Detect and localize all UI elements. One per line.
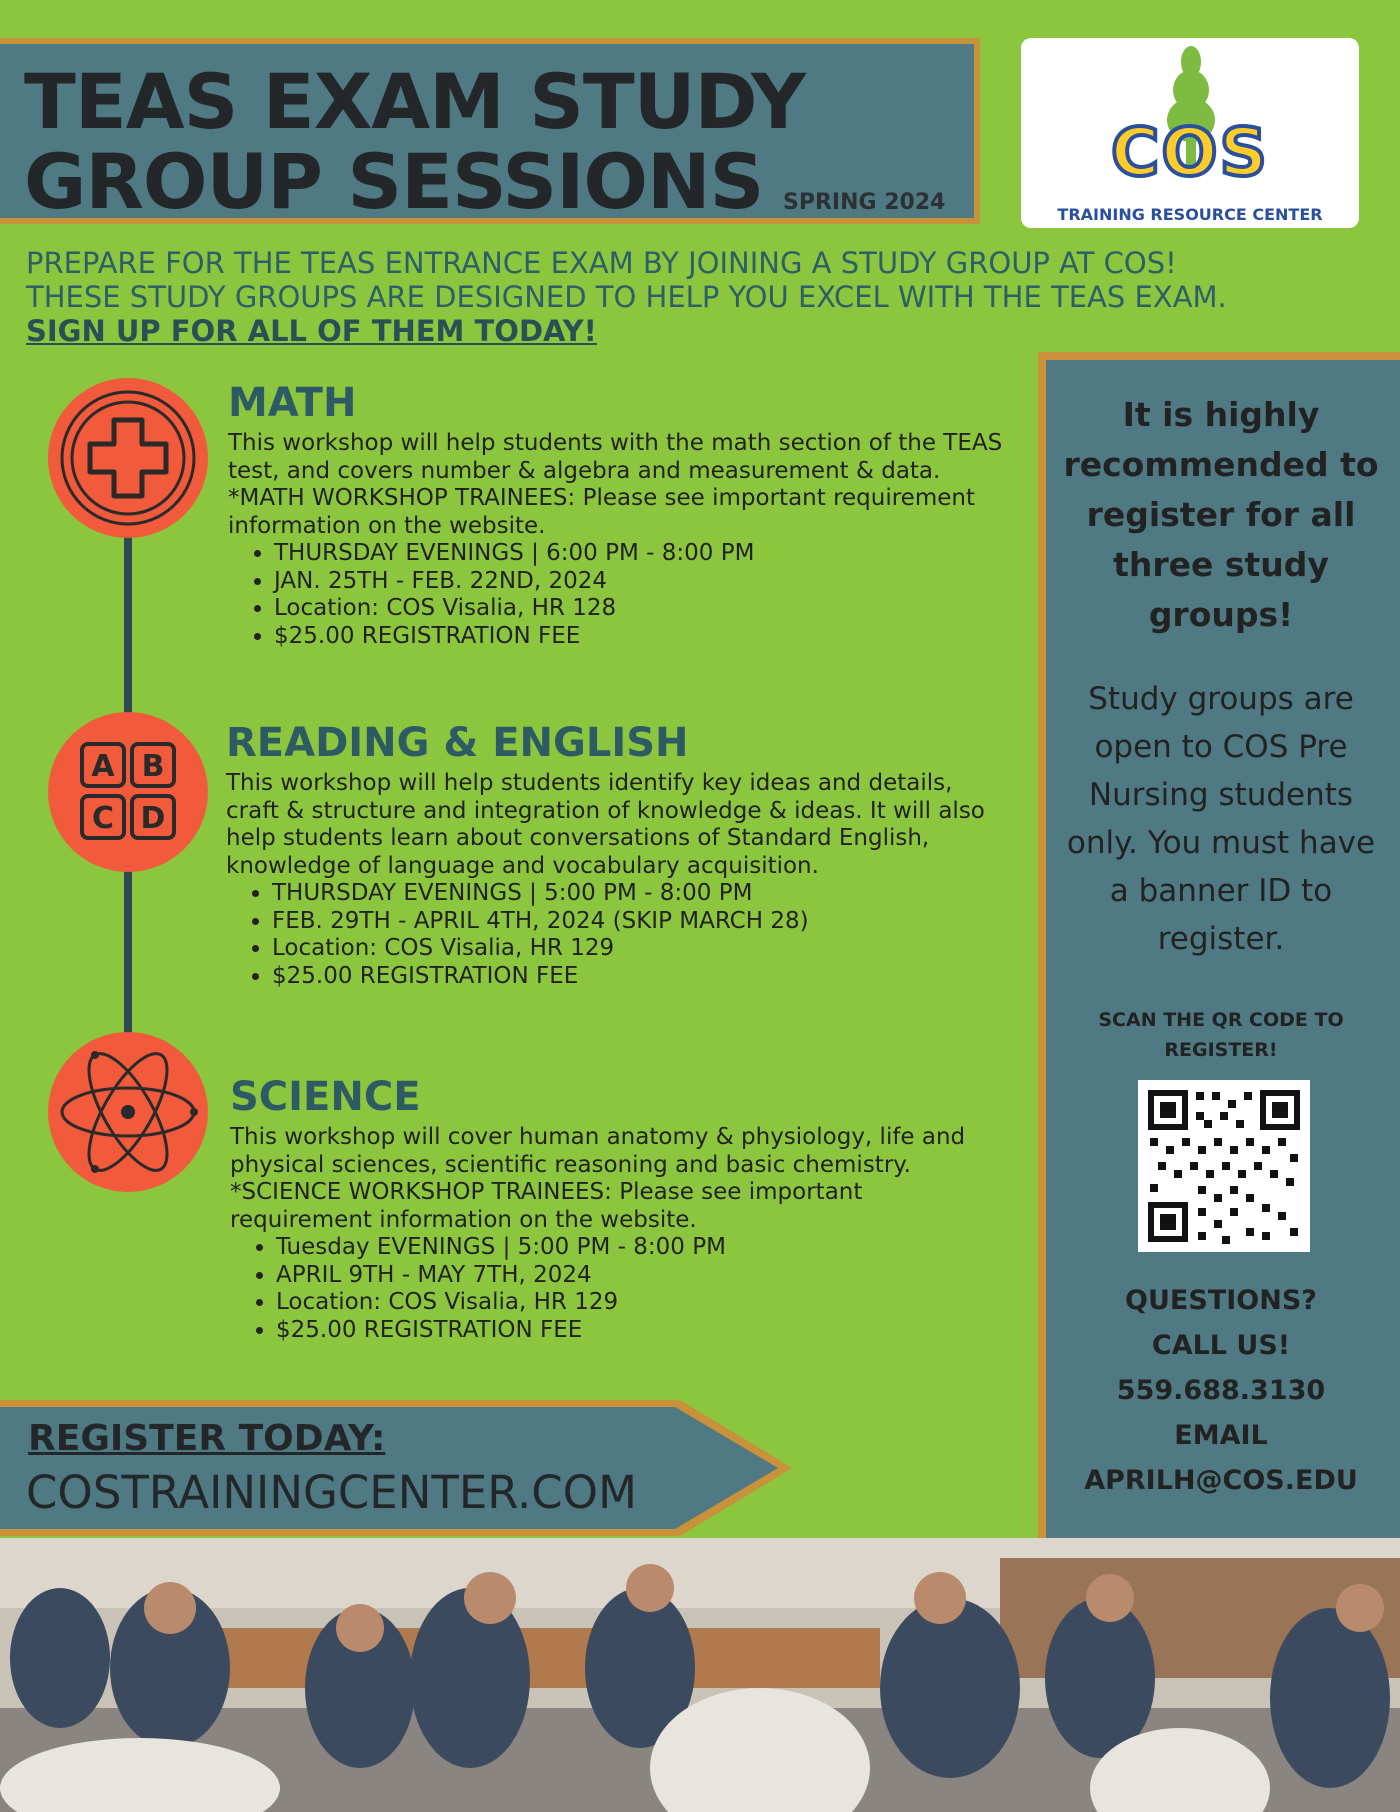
register-label: REGISTER TODAY: [28,1418,386,1459]
science-icon-circle [48,1032,208,1192]
reading-details-list [226,880,1006,990]
intro-text [26,246,1276,348]
science-description: This workshop will cover human anatomy & physiology, life and physical sciences, scientific reasoning and basic chemistry. [230,1124,966,1178]
reading-title: READING & ENGLISH [226,720,689,766]
list-item: • $25.00 REGISTRATION FEE [276,1317,1010,1345]
list-item: • THURSDAY EVENINGS | 5:00 PM - 8:00 PM [272,880,1006,908]
qr-code[interactable] [1138,1080,1310,1252]
page-title-line1: TEAS EXAM STUDY [24,57,806,146]
questions-label: QUESTIONS? [1125,1285,1317,1316]
reading-icon-circle [48,712,208,872]
list-item: • APRIL 9TH - MAY 7TH, 2024 [276,1262,1010,1290]
list-item: • Tuesday EVENINGS | 5:00 PM - 8:00 PM [276,1234,1010,1262]
term-label: SPRING 2024 [783,190,946,215]
svg-text:A: A [91,749,115,784]
science-note: *SCIENCE WORKSHOP TRAINEES: Please see important requirement information on the website. [230,1179,863,1233]
svg-text:B: B [141,749,165,784]
math-description: This workshop will help students with the math section of the TEAS test, and covers number & algebra and measurement & data. [228,430,1003,484]
intro-body: PREPARE FOR THE TEAS ENTRANCE EXAM BY JOINING A STUDY GROUP AT COS! THESE STUDY GROUPS ARE DESIGNED TO HELP YOU EXCEL WITH THE TEAS EXAM. [26,246,1227,314]
logo-text: COS [1110,114,1270,191]
science-details-list [230,1234,1010,1344]
reading-body [226,770,1006,990]
list-item: • $25.00 REGISTRATION FEE [274,623,1008,651]
science-title: SCIENCE [230,1074,421,1120]
list-item: • $25.00 REGISTRATION FEE [272,963,1006,991]
classroom-photo [0,1538,1400,1812]
title-banner [0,38,980,224]
call-label: CALL US! [1151,1330,1291,1361]
email-label: EMAIL [1174,1420,1268,1451]
page-title-line2: GROUP SESSIONS [24,137,764,226]
timeline-connector [124,870,132,1040]
reading-description: This workshop will help students identify key ideas and details, craft & structure and integration of knowledge & ideas. It will also help students learn about conversations of Standard English, knowledge of language and vocabulary acquisition. [226,770,985,879]
math-title: MATH [228,380,357,426]
cos-logo [1021,38,1359,228]
svg-text:D: D [140,801,166,836]
qr-code-icon [1138,1080,1310,1252]
list-item: • THURSDAY EVENINGS | 6:00 PM - 8:00 PM [274,540,1008,568]
math-note: *MATH WORKSHOP TRAINEES: Please see important requirement information on the website. [228,485,975,539]
svg-text:C: C [91,801,115,836]
math-icon-circle [48,378,208,538]
abcd-blocks-icon [48,712,208,872]
scan-prompt: SCAN THE QR CODE TO REGISTER! [1098,1009,1344,1061]
email-link[interactable]: APRILH@COS.EDU [1084,1465,1358,1496]
list-item: • Location: COS Visalia, HR 129 [272,935,1006,963]
contact-info [1056,1278,1386,1503]
info-sidebar [1038,352,1400,1542]
register-url-link[interactable]: COSTRAININGCENTER.COM [26,1466,637,1519]
logo-caption: TRAINING RESOURCE CENTER [1057,205,1323,224]
plus-icon [48,378,208,538]
list-item: • Location: COS Visalia, HR 129 [276,1289,1010,1317]
math-body [228,430,1008,650]
list-item: • Location: COS Visalia, HR 128 [274,595,1008,623]
list-item: • FEB. 29TH - APRIL 4TH, 2024 (SKIP MARCH 28) [272,908,1006,936]
recommendation-text: It is highly recommended to register for all three study groups! [1063,395,1379,634]
intro-cta-link[interactable]: SIGN UP FOR ALL OF THEM TODAY! [26,314,597,348]
phone-link[interactable]: 559.688.3130 [1116,1375,1326,1406]
eligibility-text: Study groups are open to COS Pre Nursing students only. You must have a banner ID to register. [1066,681,1376,957]
math-details-list [228,540,1008,650]
timeline-connector [124,530,132,720]
science-body [230,1124,1010,1344]
atom-icon [48,1032,208,1192]
list-item: • JAN. 25TH - FEB. 22ND, 2024 [274,568,1008,596]
